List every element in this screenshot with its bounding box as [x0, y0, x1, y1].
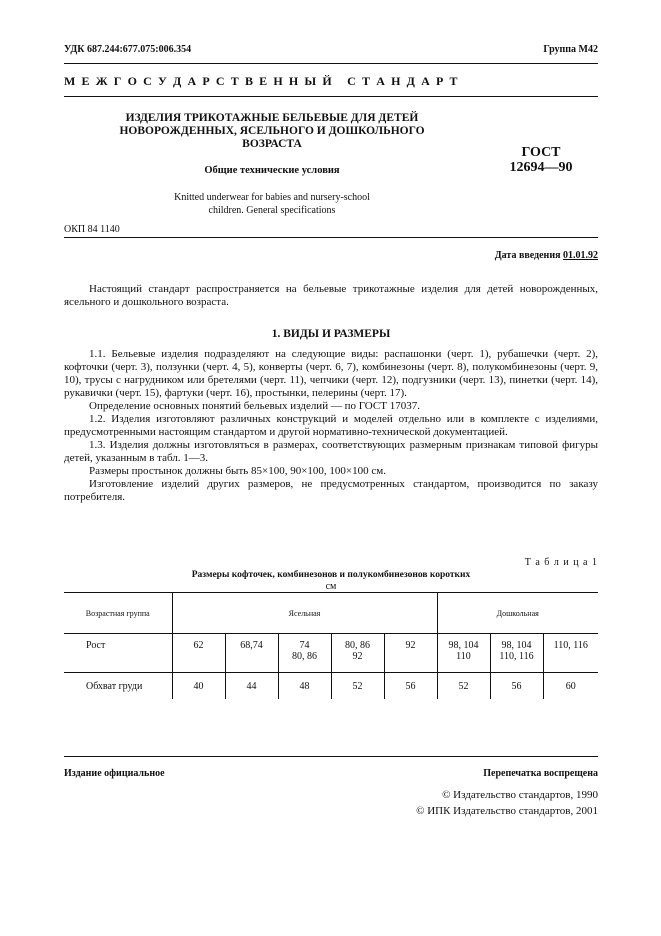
age-group-header: Возрастная группа	[64, 593, 172, 634]
table-row-chest	[64, 673, 598, 700]
document-title	[64, 112, 480, 151]
section-1-heading: 1. ВИДЫ И РАЗМЕРЫ	[271, 328, 391, 340]
table-cell: 98, 104 110	[437, 634, 490, 673]
table-cell: 56	[490, 673, 543, 700]
table-unit: см	[325, 581, 337, 592]
title-line-2: НОВОРОЖДЕННЫХ, ЯСЕЛЬНОГО И ДОШКОЛЬНОГО	[119, 125, 425, 137]
udk-code: УДК 687.244:677.075:006.354	[64, 44, 192, 55]
table-cell: 62	[172, 634, 225, 673]
gost-designation	[496, 145, 586, 175]
table-cell: 110, 116	[553, 640, 588, 651]
group-code: Группа М42	[543, 44, 598, 55]
top-rule	[64, 63, 598, 64]
table-header-row	[64, 593, 598, 634]
table-cell: 60	[565, 681, 576, 692]
reprint-prohibited: Перепечатка воспрещена	[483, 768, 598, 779]
copyright-2001: © ИПК Издательство стандартов, 2001	[416, 805, 598, 817]
table-caption: Размеры кофточек, комбинезонов и полукомбинезонов коротких	[191, 570, 471, 580]
sizes-table	[64, 592, 598, 699]
table-cell: 52	[331, 673, 384, 700]
table-cell: 68,74	[225, 634, 278, 673]
gost-number: 12694—90	[509, 160, 573, 175]
title-line-3: ВОЗРАСТА	[242, 138, 302, 150]
table-cell: 92	[384, 634, 437, 673]
clause-1-2: 1.2. Изделия изготовляют различных конструкций и моделей отдельно или в комплекте с изделиями, предусмотренными настоящим стандартом и другой нормативно-технической документацией.	[64, 413, 598, 438]
official-edition: Издание официальное	[64, 768, 165, 779]
table-cell: 48	[278, 673, 331, 700]
table-row-height	[64, 634, 598, 673]
introduction-date	[495, 250, 598, 261]
table-cell: 98, 104 110, 116	[490, 634, 543, 673]
nursery-group-header: Ясельная	[172, 593, 437, 634]
custom-sizes-note: Изготовление изделий других размеров, не предусмотренных стандартом, производится по заказу потребителя.	[64, 478, 598, 503]
table-cell: 52	[437, 673, 490, 700]
intro-paragraph: Настоящий стандарт распространяется на бельевые трикотажные изделия для детей новорожденных, ясельного и дошкольного возраста.	[64, 283, 598, 308]
clause-1-3: 1.3. Изделия должны изготовляться в размерах, соответствующих размерным признакам типовой фигуры детей, указанным в табл. 1—3.	[64, 439, 598, 464]
okp-rule	[64, 237, 598, 238]
introduction-date-label: Дата введения	[494, 250, 561, 261]
gost-label: ГОСТ	[521, 145, 561, 160]
interstate-standard-banner: М Е Ж Г О С У Д А Р С Т В Е Н Н Ы Й С Т А Н Д А Р Т	[64, 74, 460, 88]
sheet-sizes: Размеры простынок должны быть 85×100, 90×100, 100×100 см.	[89, 465, 386, 477]
english-title	[64, 191, 480, 217]
okp-code: ОКП 84 1140	[64, 224, 120, 235]
copyright-1990: © Издательство стандартов, 1990	[442, 789, 598, 801]
footer-rule	[64, 756, 598, 757]
document-subtitle: Общие технические условия	[204, 165, 340, 176]
table-label: Т а б л и ц а 1	[524, 557, 598, 568]
table-cell: 74 80, 86	[278, 634, 331, 673]
table-cell: 80, 86 92	[331, 634, 384, 673]
table-cell: 56	[384, 673, 437, 700]
clause-1-1-definition: Определение основных понятий бельевых изделий — по ГОСТ 17037.	[89, 400, 420, 412]
banner-rule	[64, 96, 598, 97]
introduction-date-value: 01.01.92	[563, 250, 598, 261]
english-title-line-1: Knitted underwear for babies and nursery-school	[174, 192, 370, 203]
table-cell: 44	[225, 673, 278, 700]
table-cell: 40	[172, 673, 225, 700]
clause-1-1: 1.1. Бельевые изделия подразделяют на следующие виды: распашонки (черт. 1), рубашечки (черт. 2), кофточки (черт. 3), ползунки (черт. 4, 5), конверты (черт. 6, 7), комбинезоны (черт. 8), полукомбинезоны (черт. 9, 10), трусы с нагрудником или бретелями (черт. 11), чепчики (черт. 12), подгузники (черт. 13), пинетки (черт. 14), рукавички (черт. 15), фартуки (черт. 16), простынки, пелерины (черт. 17).	[64, 348, 598, 399]
intro-text	[64, 283, 598, 309]
section-1-body	[64, 348, 598, 504]
english-title-line-2: children. General specifications	[208, 205, 336, 216]
preschool-group-header: Дошкольная	[496, 608, 539, 618]
title-line-1: ИЗДЕЛИЯ ТРИКОТАЖНЫЕ БЕЛЬЕВЫЕ ДЛЯ ДЕТЕЙ	[125, 112, 419, 124]
row-label-height: Рост	[64, 634, 172, 673]
row-label-chest: Обхват груди	[64, 673, 172, 700]
